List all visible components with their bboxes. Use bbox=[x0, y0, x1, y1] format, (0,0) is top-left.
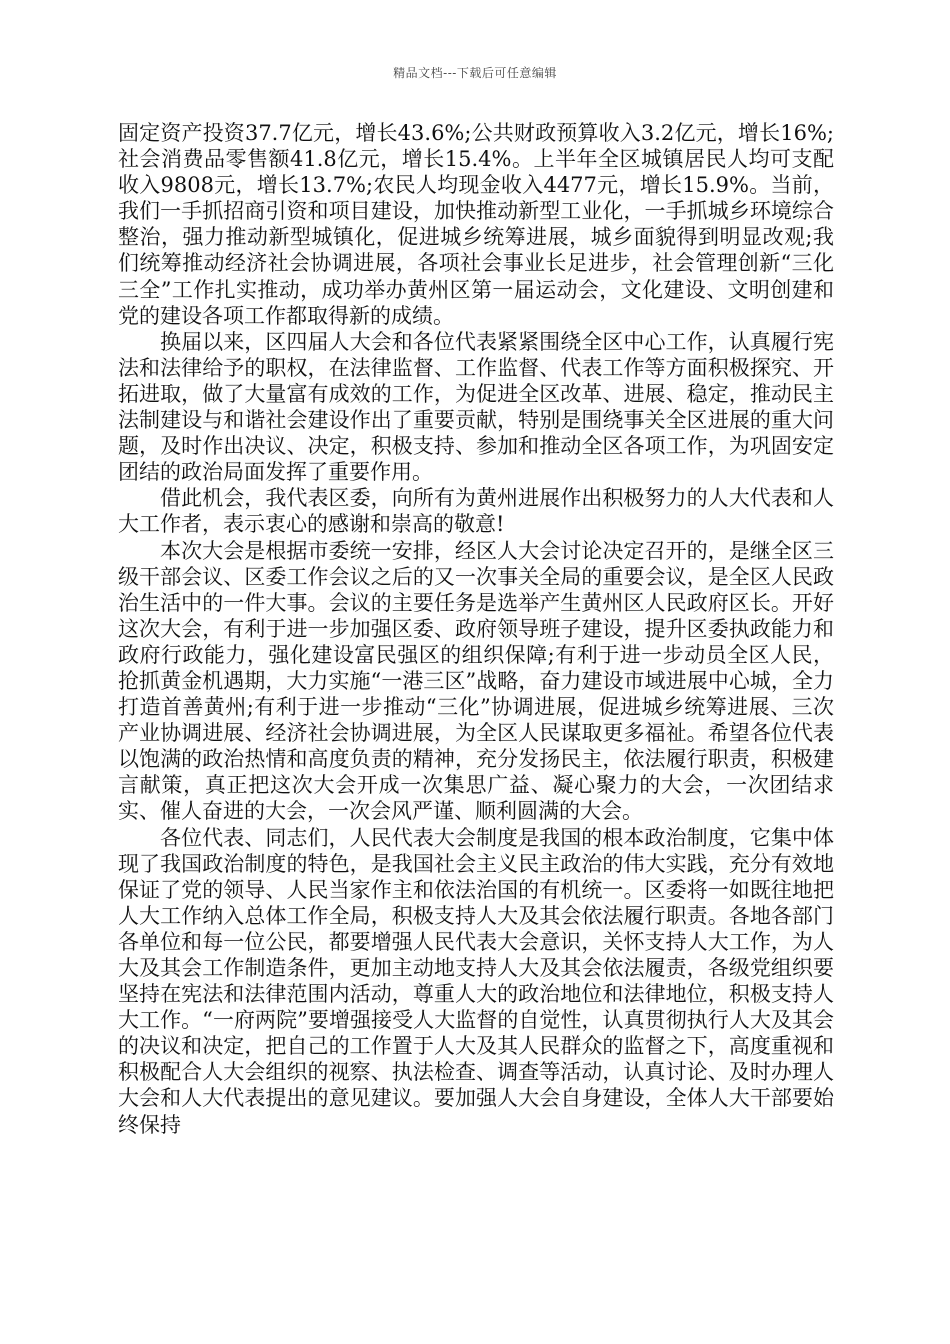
page-header: 精品文档---下载后可任意编辑 bbox=[393, 66, 557, 80]
document-body bbox=[118, 120, 834, 1138]
paragraph-2: 换届以来，区四届人大会和各位代表紧紧围绕全区中心工作，认真履行宪法和法律给予的职权，在法律监督、工作监督、代表工作等方面积极探究、开拓进取，做了大量富有成效的工作，为促进全区改革、进展、稳定，推动民主法制建设与和谐社会建设作出了重要贡献，特别是围绕事关全区进展的重大问题，及时作出决议、决定，积极支持、参加和推动全区各项工作，为巩固安定团结的政治局面发挥了重要作用。 bbox=[118, 329, 834, 485]
paragraph-3: 借此机会，我代表区委，向所有为黄州进展作出积极努力的人大代表和人大工作者，表示衷心的感谢和崇高的敬意! bbox=[118, 486, 834, 537]
paragraph-4: 本次大会是根据市委统一安排，经区人大会讨论决定召开的，是继全区三级干部会议、区委工作会议之后的又一次事关全局的重要会议，是全区人民政治生活中的一件大事。会议的主要任务是选举产生黄州区人民政府区长。开好这次大会，有利于进一步加强区委、政府领导班子建设，提升区委执政能力和政府行政能力，强化建设富民强区的组织保障;有利于进一步动员全区人民，抢抓黄金机遇期，大力实施“一港三区”战略，奋力建设市域进展中心城，全力打造首善黄州;有利于进一步推动“三化”协调进展，促进城乡统筹进展、三次产业协调进展、经济社会协调进展，为全区人民谋取更多福祉。希望各位代表以饱满的政治热情和高度负责的精神，充分发扬民主，依法履行职责，积极建言献策，真正把这次大会开成一次集思广益、凝心聚力的大会，一次团结求实、催人奋进的大会，一次会风严谨、顺利圆满的大会。 bbox=[118, 538, 834, 824]
paragraph-1: 固定资产投资37.7亿元，增长43.6%;公共财政预算收入3.2亿元，增长16%;社会消费品零售额41.8亿元，增长15.4%。上半年全区城镇居民人均可支配收入9808元，增长13.7%;农民人均现金收入4477元，增长15.9%。当前，我们一手抓招商引资和项目建设，加快推动新型工业化，一手抓城乡环境综合整治，强力推动新型城镇化，促进城乡统筹进展，城乡面貌得到明显改观;我们统筹推动经济社会协调进展，各项社会事业长足进步，社会管理创新“三化三全”工作扎实推动，成功举办黄州区第一届运动会，文化建设、文明创建和党的建设各项工作都取得新的成绩。 bbox=[118, 121, 834, 328]
paragraph-5: 各位代表、同志们，人民代表大会制度是我国的根本政治制度，它集中体现了我国政治制度的特色，是我国社会主义民主政治的伟大实践，充分有效地保证了党的领导、人民当家作主和依法治国的有机统一。区委将一如既往地把人大工作纳入总体工作全局，积极支持人大及其会依法履行职责。各地各部门各单位和每一位公民，都要增强人民代表大会意识，关怀支持人大工作，为人大及其会工作制造条件，更加主动地支持人大及其会依法履责，各级党组织要坚持在宪法和法律范围内活动，尊重人大的政治地位和法律地位，积极支持人大工作。“一府两院”要增强接受人大监督的自觉性，认真贯彻执行人大及其会的决议和决定，把自己的工作置于人大及其人民群众的监督之下，高度重视和积极配合人大会组织的视察、执法检查、调查等活动，认真讨论、及时办理人大会和人大代表提出的意见建议。要加强人大会自身建设，全体人大干部要始终保持 bbox=[118, 825, 834, 1137]
